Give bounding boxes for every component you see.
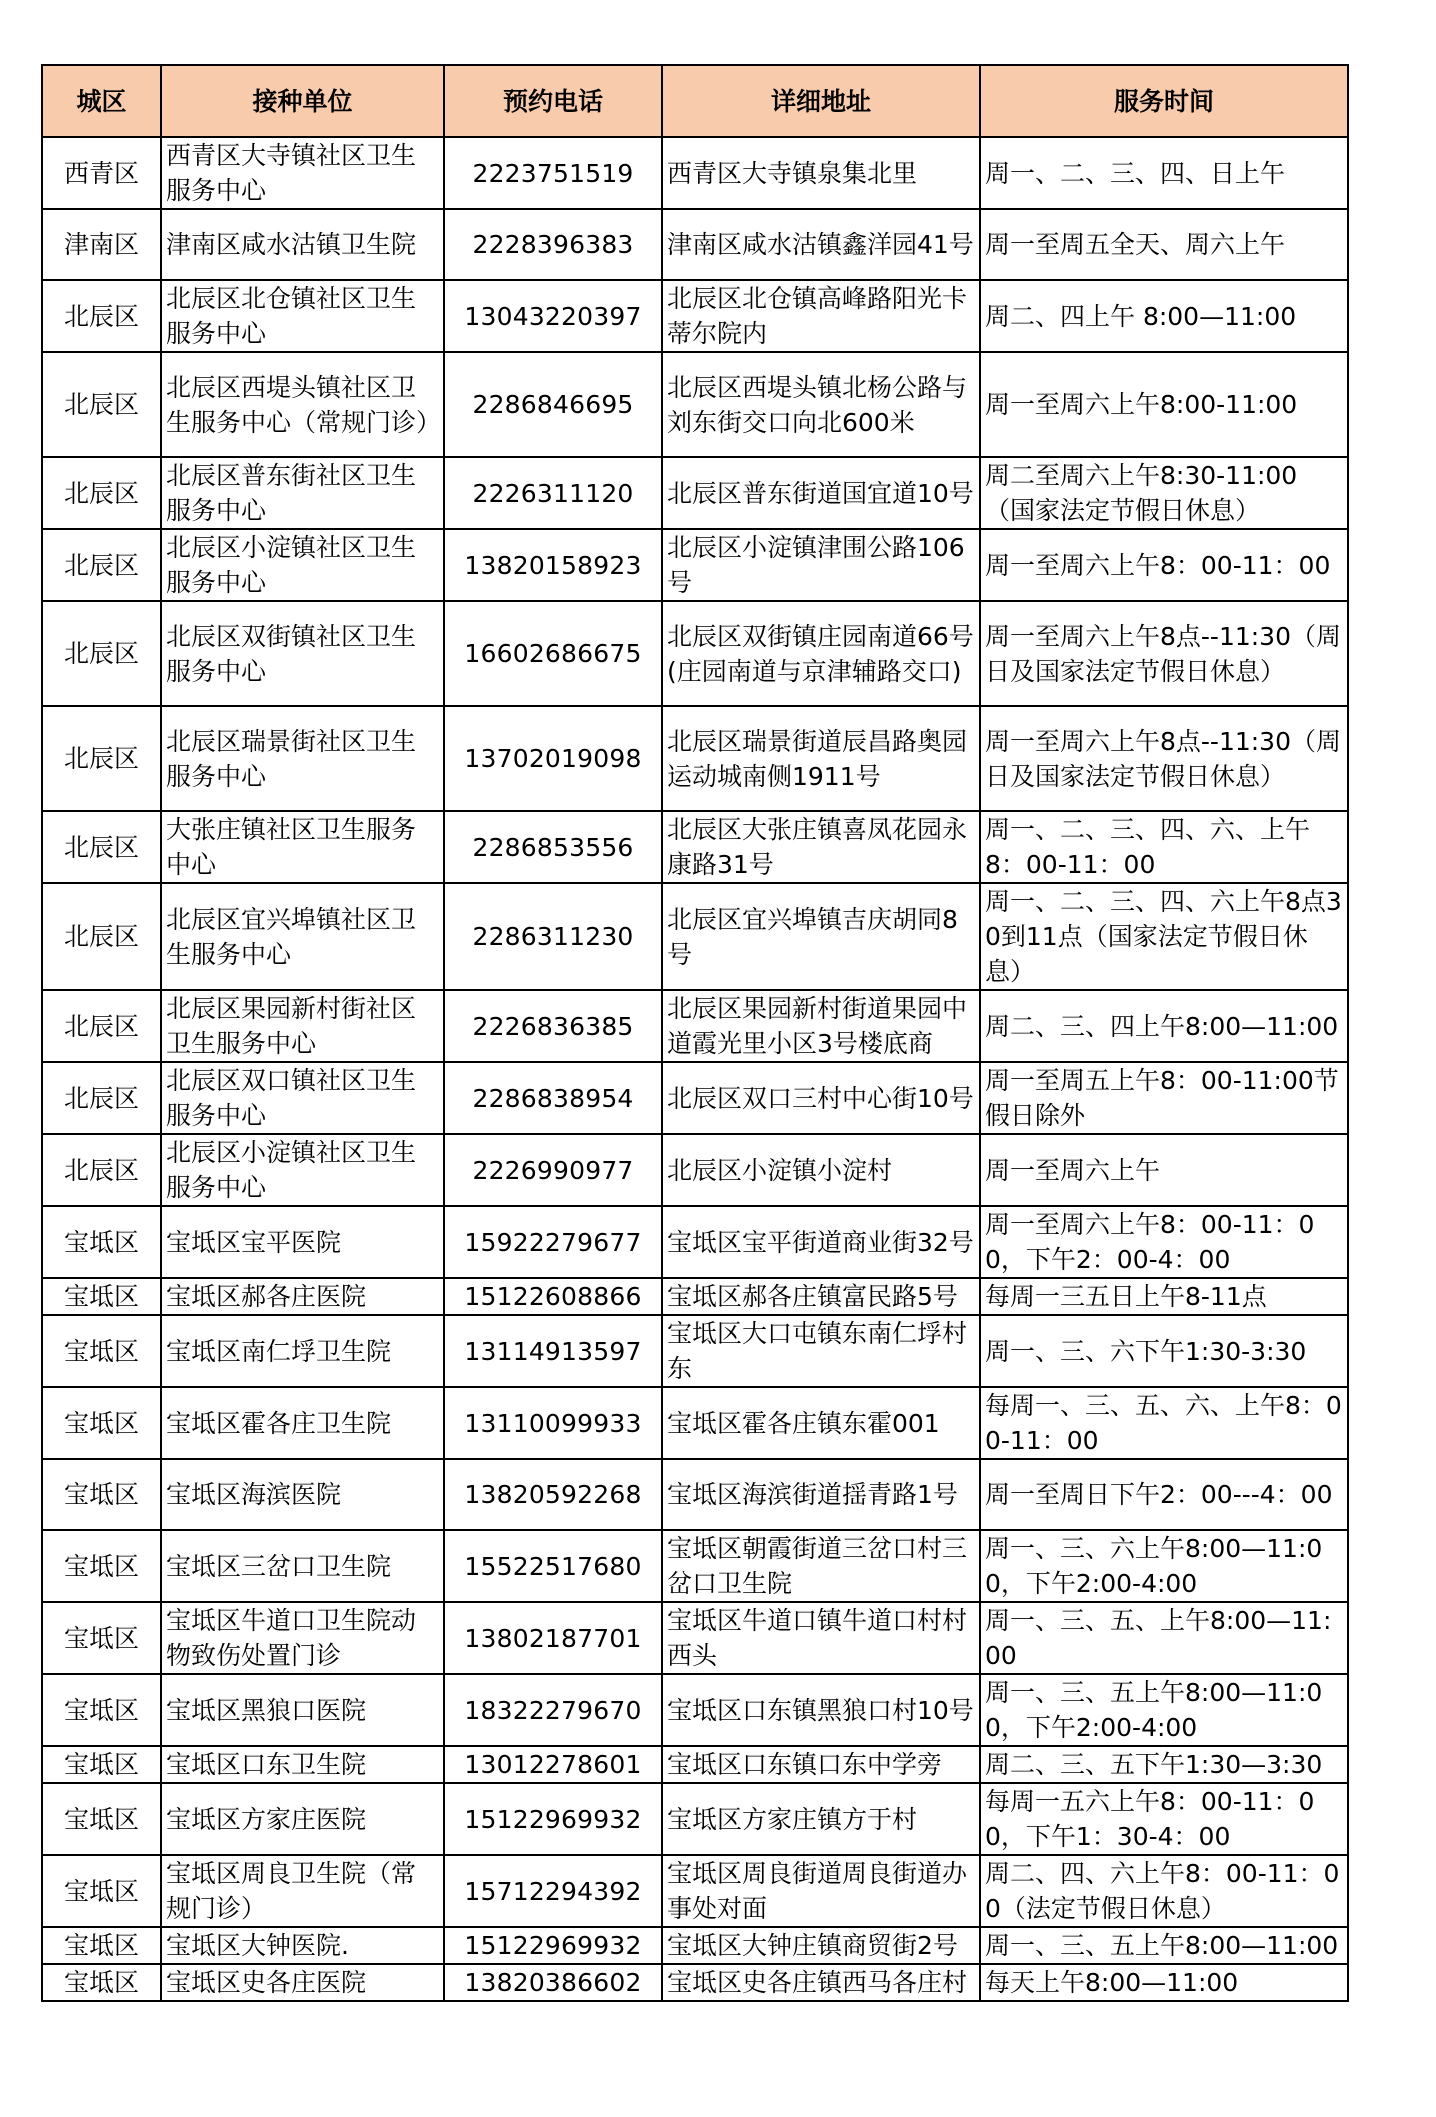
table-row <box>42 1746 1348 1783</box>
unit-cell: 北辰区双街镇社区卫生服务中心 <box>161 601 444 706</box>
phone-cell: 13820158923 <box>444 529 662 601</box>
district-cell: 宝坻区 <box>42 1530 161 1602</box>
address-cell: 宝坻区口东镇口东中学旁 <box>662 1746 980 1783</box>
district-cell: 北辰区 <box>42 352 161 457</box>
address-cell: 北辰区西堤头镇北杨公路与刘东街交口向北600米 <box>662 352 980 457</box>
address-cell: 津南区咸水沽镇鑫洋园41号 <box>662 209 980 280</box>
hours-cell: 周一、三、五上午8:00—11:00 <box>980 1927 1348 1964</box>
table-row <box>42 352 1348 457</box>
address-cell: 宝坻区霍各庄镇东霍001 <box>662 1387 980 1459</box>
phone-cell: 13702019098 <box>444 706 662 811</box>
phone-cell: 2286838954 <box>444 1062 662 1134</box>
phone-cell: 2223751519 <box>444 137 662 209</box>
table-row <box>42 209 1348 280</box>
phone-cell: 13012278601 <box>444 1746 662 1783</box>
header-row <box>42 65 1348 137</box>
phone-cell: 2286853556 <box>444 811 662 883</box>
district-cell: 北辰区 <box>42 1134 161 1206</box>
unit-cell: 津南区咸水沽镇卫生院 <box>161 209 444 280</box>
district-cell: 北辰区 <box>42 990 161 1062</box>
hours-cell: 周一、三、五、上午8:00—11:00 <box>980 1602 1348 1674</box>
unit-cell: 宝坻区周良卫生院（常规门诊） <box>161 1855 444 1927</box>
address-cell: 北辰区宜兴埠镇吉庆胡同8号 <box>662 883 980 990</box>
header-hours: 服务时间 <box>980 65 1348 137</box>
table-row <box>42 137 1348 209</box>
table-row <box>42 457 1348 529</box>
unit-cell: 宝坻区方家庄医院 <box>161 1783 444 1855</box>
district-cell: 北辰区 <box>42 601 161 706</box>
unit-cell: 宝坻区大钟医院. <box>161 1927 444 1964</box>
header-address: 详细地址 <box>662 65 980 137</box>
district-cell: 北辰区 <box>42 706 161 811</box>
hours-cell: 周二、四上午 8:00—11:00 <box>980 280 1348 352</box>
district-cell: 宝坻区 <box>42 1855 161 1927</box>
hours-cell: 周一、三、六下午1:30-3:30 <box>980 1315 1348 1387</box>
district-cell: 西青区 <box>42 137 161 209</box>
hours-cell: 周一至周六上午8:00-11:00 <box>980 352 1348 457</box>
address-cell: 宝坻区方家庄镇方于村 <box>662 1783 980 1855</box>
district-cell: 宝坻区 <box>42 1674 161 1746</box>
phone-cell: 2226311120 <box>444 457 662 529</box>
phone-cell: 2226990977 <box>444 1134 662 1206</box>
table-row <box>42 811 1348 883</box>
table-row <box>42 1387 1348 1459</box>
table-row <box>42 706 1348 811</box>
unit-cell: 宝坻区海滨医院 <box>161 1459 444 1530</box>
table-row <box>42 1459 1348 1530</box>
table-row <box>42 990 1348 1062</box>
address-cell: 宝坻区郝各庄镇富民路5号 <box>662 1278 980 1315</box>
table-row <box>42 1315 1348 1387</box>
phone-cell: 18322279670 <box>444 1674 662 1746</box>
district-cell: 津南区 <box>42 209 161 280</box>
table-header <box>42 65 1348 137</box>
address-cell: 北辰区瑞景街道辰昌路奥园运动城南侧1911号 <box>662 706 980 811</box>
hours-cell: 周一、二、三、四、六、上午8：00-11：00 <box>980 811 1348 883</box>
phone-cell: 2286846695 <box>444 352 662 457</box>
unit-cell: 西青区大寺镇社区卫生服务中心 <box>161 137 444 209</box>
unit-cell: 宝坻区黑狼口医院 <box>161 1674 444 1746</box>
district-cell: 北辰区 <box>42 529 161 601</box>
address-cell: 北辰区果园新村街道果园中道霞光里小区3号楼底商 <box>662 990 980 1062</box>
district-cell: 宝坻区 <box>42 1459 161 1530</box>
district-cell: 宝坻区 <box>42 1315 161 1387</box>
phone-cell: 13820592268 <box>444 1459 662 1530</box>
hours-cell: 周一至周日下午2：00---4：00 <box>980 1459 1348 1530</box>
hours-cell: 周一、二、三、四、六上午8点30到11点（国家法定节假日休息） <box>980 883 1348 990</box>
table-row <box>42 1530 1348 1602</box>
header-unit: 接种单位 <box>161 65 444 137</box>
table-row <box>42 601 1348 706</box>
hours-cell: 每周一五六上午8：00-11：00，下午1：30-4：00 <box>980 1783 1348 1855</box>
address-cell: 宝坻区史各庄镇西马各庄村 <box>662 1964 980 2001</box>
table-row <box>42 1927 1348 1964</box>
district-cell: 宝坻区 <box>42 1387 161 1459</box>
hours-cell: 每周一三五日上午8-11点 <box>980 1278 1348 1315</box>
phone-cell: 13114913597 <box>444 1315 662 1387</box>
address-cell: 宝坻区宝平街道商业街32号 <box>662 1206 980 1278</box>
address-cell: 北辰区双口三村中心街10号 <box>662 1062 980 1134</box>
phone-cell: 13802187701 <box>444 1602 662 1674</box>
district-cell: 北辰区 <box>42 811 161 883</box>
table-row <box>42 1674 1348 1746</box>
unit-cell: 北辰区北仓镇社区卫生服务中心 <box>161 280 444 352</box>
phone-cell: 15712294392 <box>444 1855 662 1927</box>
unit-cell: 北辰区普东街社区卫生服务中心 <box>161 457 444 529</box>
district-cell: 北辰区 <box>42 457 161 529</box>
district-cell: 宝坻区 <box>42 1783 161 1855</box>
district-cell: 宝坻区 <box>42 1964 161 2001</box>
district-cell: 宝坻区 <box>42 1206 161 1278</box>
hours-cell: 周一至周六上午8点--11:30（周日及国家法定节假日休息） <box>980 601 1348 706</box>
phone-cell: 15122969932 <box>444 1927 662 1964</box>
unit-cell: 大张庄镇社区卫生服务中心 <box>161 811 444 883</box>
unit-cell: 宝坻区口东卫生院 <box>161 1746 444 1783</box>
address-cell: 宝坻区海滨街道揺青路1号 <box>662 1459 980 1530</box>
phone-cell: 15922279677 <box>444 1206 662 1278</box>
table-row <box>42 883 1348 990</box>
hours-cell: 周一至周五上午8：00-11:00节假日除外 <box>980 1062 1348 1134</box>
table-row <box>42 1855 1348 1927</box>
hours-cell: 周二、三、五下午1:30—3:30 <box>980 1746 1348 1783</box>
address-cell: 宝坻区牛道口镇牛道口村村西头 <box>662 1602 980 1674</box>
phone-cell: 15522517680 <box>444 1530 662 1602</box>
hours-cell: 周一、三、六上午8:00—11:00，下午2:00-4:00 <box>980 1530 1348 1602</box>
table-row <box>42 1602 1348 1674</box>
vaccination-sites-table <box>41 64 1349 2002</box>
hours-cell: 周一至周五全天、周六上午 <box>980 209 1348 280</box>
phone-cell: 2228396383 <box>444 209 662 280</box>
address-cell: 西青区大寺镇泉集北里 <box>662 137 980 209</box>
header-district: 城区 <box>42 65 161 137</box>
district-cell: 宝坻区 <box>42 1746 161 1783</box>
address-cell: 宝坻区朝霞街道三岔口村三岔口卫生院 <box>662 1530 980 1602</box>
hours-cell: 周一、三、五上午8:00—11:00，下午2:00-4:00 <box>980 1674 1348 1746</box>
unit-cell: 北辰区宜兴埠镇社区卫生服务中心 <box>161 883 444 990</box>
address-cell: 宝坻区口东镇黑狼口村10号 <box>662 1674 980 1746</box>
unit-cell: 宝坻区郝各庄医院 <box>161 1278 444 1315</box>
unit-cell: 宝坻区霍各庄卫生院 <box>161 1387 444 1459</box>
hours-cell: 周一至周六上午8：00-11：00 <box>980 529 1348 601</box>
address-cell: 北辰区普东街道国宜道10号 <box>662 457 980 529</box>
table-row <box>42 280 1348 352</box>
header-phone: 预约电话 <box>444 65 662 137</box>
phone-cell: 15122969932 <box>444 1783 662 1855</box>
phone-cell: 2286311230 <box>444 883 662 990</box>
address-cell: 北辰区大张庄镇喜凤花园永康路31号 <box>662 811 980 883</box>
address-cell: 宝坻区大口屯镇东南仁垺村东 <box>662 1315 980 1387</box>
address-cell: 北辰区双街镇庄园南道66号(庄园南道与京津辅路交口) <box>662 601 980 706</box>
hours-cell: 周一至周六上午8：00-11：00，下午2：00-4：00 <box>980 1206 1348 1278</box>
hours-cell: 周二、四、六上午8：00-11：00（法定节假日休息） <box>980 1855 1348 1927</box>
unit-cell: 宝坻区宝平医院 <box>161 1206 444 1278</box>
district-cell: 宝坻区 <box>42 1602 161 1674</box>
hours-cell: 周二至周六上午8:30-11:00（国家法定节假日休息） <box>980 457 1348 529</box>
phone-cell: 13820386602 <box>444 1964 662 2001</box>
district-cell: 北辰区 <box>42 1062 161 1134</box>
address-cell: 宝坻区周良街道周良街道办事处对面 <box>662 1855 980 1927</box>
hours-cell: 周一至周六上午8点--11:30（周日及国家法定节假日休息） <box>980 706 1348 811</box>
phone-cell: 16602686675 <box>444 601 662 706</box>
unit-cell: 宝坻区三岔口卫生院 <box>161 1530 444 1602</box>
unit-cell: 宝坻区南仁垺卫生院 <box>161 1315 444 1387</box>
unit-cell: 北辰区果园新村街社区卫生服务中心 <box>161 990 444 1062</box>
district-cell: 北辰区 <box>42 280 161 352</box>
table-row <box>42 1783 1348 1855</box>
address-cell: 宝坻区大钟庄镇商贸街2号 <box>662 1927 980 1964</box>
hours-cell: 每周一、三、五、六、上午8：00-11：00 <box>980 1387 1348 1459</box>
unit-cell: 北辰区双口镇社区卫生服务中心 <box>161 1062 444 1134</box>
table-row <box>42 529 1348 601</box>
address-cell: 北辰区小淀镇小淀村 <box>662 1134 980 1206</box>
hours-cell: 每天上午8:00—11:00 <box>980 1964 1348 2001</box>
unit-cell: 北辰区西堤头镇社区卫生服务中心（常规门诊） <box>161 352 444 457</box>
address-cell: 北辰区小淀镇津围公路106号 <box>662 529 980 601</box>
table-row <box>42 1134 1348 1206</box>
table-row <box>42 1206 1348 1278</box>
phone-cell: 13043220397 <box>444 280 662 352</box>
address-cell: 北辰区北仓镇高峰路阳光卡蒂尔院内 <box>662 280 980 352</box>
table-body <box>42 137 1348 2001</box>
table-row <box>42 1062 1348 1134</box>
hours-cell: 周一至周六上午 <box>980 1134 1348 1206</box>
unit-cell: 北辰区瑞景街社区卫生服务中心 <box>161 706 444 811</box>
unit-cell: 北辰区小淀镇社区卫生服务中心 <box>161 1134 444 1206</box>
unit-cell: 北辰区小淀镇社区卫生服务中心 <box>161 529 444 601</box>
hours-cell: 周二、三、四上午8:00—11:00 <box>980 990 1348 1062</box>
phone-cell: 13110099933 <box>444 1387 662 1459</box>
unit-cell: 宝坻区史各庄医院 <box>161 1964 444 2001</box>
phone-cell: 15122608866 <box>444 1278 662 1315</box>
district-cell: 宝坻区 <box>42 1927 161 1964</box>
phone-cell: 2226836385 <box>444 990 662 1062</box>
hours-cell: 周一、二、三、四、日上午 <box>980 137 1348 209</box>
table-row <box>42 1964 1348 2001</box>
district-cell: 宝坻区 <box>42 1278 161 1315</box>
unit-cell: 宝坻区牛道口卫生院动物致伤处置门诊 <box>161 1602 444 1674</box>
table-row <box>42 1278 1348 1315</box>
district-cell: 北辰区 <box>42 883 161 990</box>
